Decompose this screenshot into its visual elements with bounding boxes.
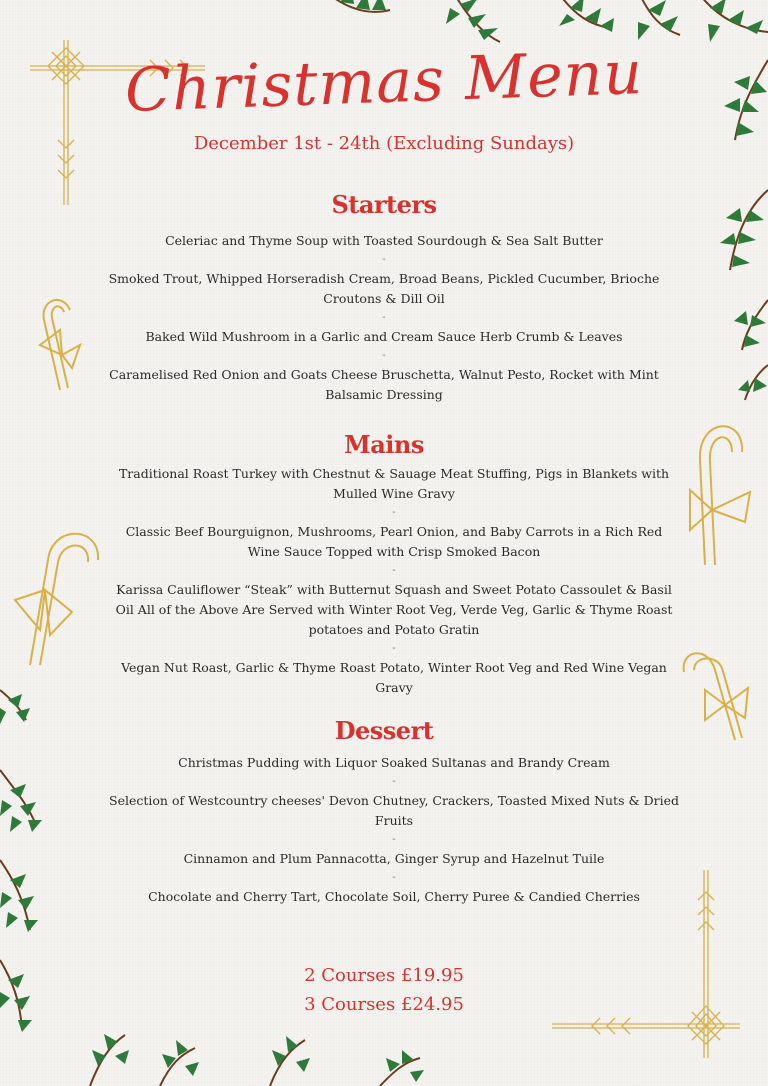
list-item: Chocolate and Cherry Tart, Chocolate Soil, Cherry Puree & Candied Cherries (148, 889, 640, 904)
menu-subtitle: December 1st - 24th (Excluding Sundays) (193, 133, 575, 154)
price-three-courses: 3 Courses £24.95 (304, 994, 464, 1015)
menu-title: Christmas Menu (123, 37, 645, 127)
list-item: Baked Wild Mushroom in a Garlic and Cream Sauce Herb Crumb & Leaves (145, 329, 623, 344)
candy-cane-icon (40, 300, 80, 390)
candy-cane-icon (15, 534, 98, 665)
mains-list (108, 464, 680, 698)
list-item: Karissa Cauliflower “Steak” with Butternut Squash and Sweet Potato Cassoulet & Basil Oil All of the Above Are Served with Winter Root Veg, Verde Veg, Garlic & Thyme Roast potatoes and Potato Gratin (115, 582, 673, 637)
dessert-list (108, 753, 680, 907)
list-item: Smoked Trout, Whipped Horseradish Cream, Broad Beans, Pickled Cucumber, Brioche Croutons & Dill Oil (108, 271, 660, 306)
separator: - (392, 872, 396, 883)
separator: - (392, 507, 396, 518)
separator: - (382, 312, 386, 323)
list-item: Traditional Roast Turkey with Chestnut & Sauage Meat Stuffing, Pigs in Blankets with Mulled Wine Gravy (118, 466, 670, 501)
list-item: Classic Beef Bourguignon, Mushrooms, Pearl Onion, and Baby Carrots in a Rich Red Wine Sauce Topped with Crisp Smoked Bacon (125, 524, 663, 559)
separator: - (392, 565, 396, 576)
separator: - (392, 834, 396, 845)
separator: - (392, 776, 396, 787)
separator: - (382, 350, 386, 361)
section-title-mains: Mains (344, 430, 424, 459)
list-item: Christmas Pudding with Liquor Soaked Sultanas and Brandy Cream (178, 755, 610, 770)
separator: - (382, 254, 386, 265)
section-title-starters: Starters (331, 190, 437, 219)
list-item: Vegan Nut Roast, Garlic & Thyme Roast Potato, Winter Root Veg and Red Wine Vegan Gravy (121, 660, 667, 695)
section-title-dessert: Dessert (334, 716, 434, 745)
starters-list (100, 231, 668, 405)
list-item: Celeriac and Thyme Soup with Toasted Sourdough & Sea Salt Butter (165, 233, 603, 248)
list-item: Cinnamon and Plum Pannacotta, Ginger Syrup and Hazelnut Tuile (183, 851, 605, 866)
separator: - (392, 643, 396, 654)
list-item: Selection of Westcountry cheeses' Devon Chutney, Crackers, Toasted Mixed Nuts & Dried Fruits (109, 793, 679, 828)
list-item: Caramelised Red Onion and Goats Cheese Bruschetta, Walnut Pesto, Rocket with Mint Balsamic Dressing (109, 367, 659, 402)
price-two-courses: 2 Courses £19.95 (304, 965, 464, 986)
